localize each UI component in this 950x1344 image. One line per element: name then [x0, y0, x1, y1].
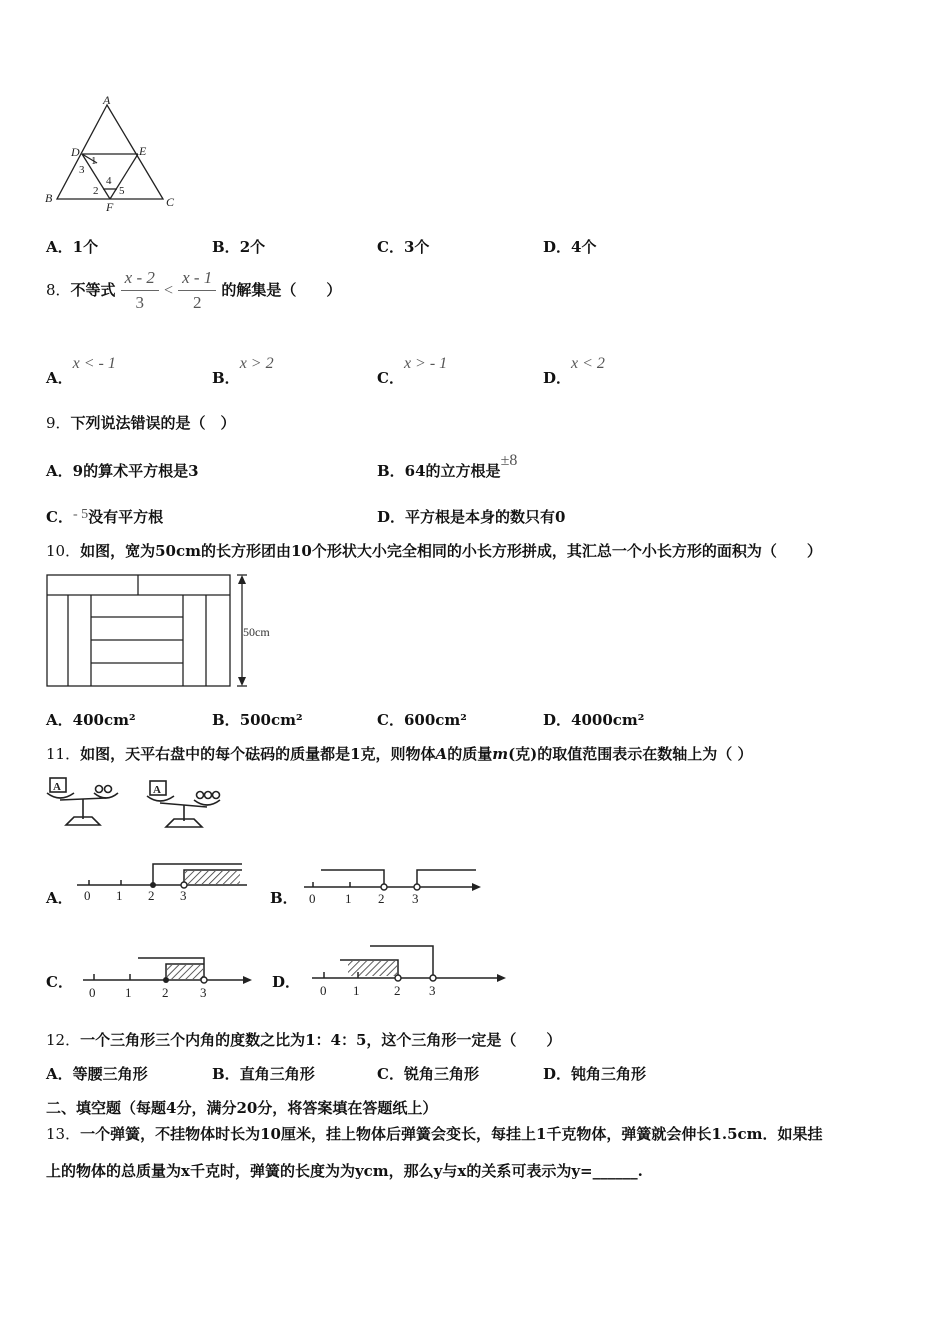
option-text: 4000cm² — [571, 711, 645, 729]
option-text: 锐角三角形 — [403, 1065, 479, 1083]
q11-stem — [46, 743, 753, 764]
question-number: 12． — [46, 1031, 81, 1049]
width-label: 50cm — [243, 625, 270, 639]
option-text: 4个 — [571, 238, 597, 256]
q8-suffix: 的解集是（ ） — [221, 281, 342, 299]
option-label: C． — [46, 508, 73, 526]
option-label: B． — [212, 711, 240, 729]
q8-prefix: 不等式 — [70, 281, 116, 299]
angle-5: 5 — [119, 185, 125, 197]
option-math: x < 2 — [571, 355, 605, 372]
label-C: C — [166, 195, 175, 209]
tick-0: 0 — [309, 891, 316, 906]
tick-2: 2 — [162, 985, 169, 1000]
option-label: D． — [543, 1065, 572, 1083]
label-A: A — [103, 95, 111, 107]
tick-1: 1 — [125, 985, 132, 1000]
balance-2-label: A — [153, 784, 161, 796]
option-text: 没有平方根 — [88, 508, 164, 526]
fraction-2-denominator: 2 — [192, 293, 202, 312]
question-number: 13． — [46, 1125, 81, 1143]
tick-0: 0 — [320, 983, 327, 998]
q12-option-d[interactable] — [543, 1063, 646, 1084]
q7-option-d[interactable] — [543, 236, 596, 257]
q12-stem-text: 一个三角形三个内角的度数之比为1：4：5，这个三角形一定是（ ） — [80, 1031, 562, 1049]
angle-2: 2 — [93, 185, 99, 197]
option-text: 500cm² — [239, 711, 303, 729]
fraction-2 — [178, 268, 216, 313]
option-text: 3个 — [403, 238, 430, 256]
option-label: A． — [46, 1065, 73, 1083]
option-label: B． — [212, 238, 240, 256]
option-text: B．64的立方根是 — [377, 462, 501, 480]
q11-option-b-label[interactable]: B． — [270, 889, 298, 907]
option-math: x < - 1 — [72, 355, 116, 372]
angle-3: 3 — [79, 164, 85, 176]
q8-option-c[interactable] — [377, 352, 448, 387]
tick-3: 3 — [180, 888, 187, 903]
less-than-sign: < — [163, 282, 173, 299]
question-number: 11． — [46, 745, 81, 763]
option-label: C． — [377, 1065, 404, 1083]
q11-stem-part: 的质量 — [447, 745, 493, 763]
q11-option-c-label[interactable]: C． — [46, 973, 73, 991]
option-label: D． — [543, 238, 572, 256]
tick-1: 1 — [353, 983, 360, 998]
tick-2: 2 — [148, 888, 155, 903]
tick-1: 1 — [345, 891, 352, 906]
q8-option-b[interactable] — [212, 352, 274, 387]
q10-stem-text: 如图，宽为50cm的长方形团由10个形状大小完全相同的小长方形拼成，其汇总一个小长方形的面积为（ ） — [80, 542, 822, 560]
option-math: ±8 — [500, 452, 518, 469]
q9-option-a[interactable]: A．9的算术平方根是3 — [46, 462, 199, 480]
q9-option-c[interactable] — [46, 506, 163, 527]
triangle-figure — [40, 95, 190, 215]
q11-stem-var-m: m — [492, 745, 509, 763]
label-F: F — [106, 200, 114, 214]
question-number: 8． — [46, 281, 71, 299]
q10-stem — [46, 540, 822, 561]
q13-text: 一个弹簧，不挂物体时长为10厘米，挂上物体后弹簧会变长，每挂上1千克物体，弹簧就会伸长1.5cm．如果挂 — [80, 1125, 823, 1143]
q8-stem — [46, 268, 341, 313]
q11-stem-var-a: A — [435, 745, 448, 763]
q11-stem-part: 如图，天平右盘中的每个砝码的质量都是1克，则物体 — [80, 745, 436, 763]
rectangle-figure — [44, 572, 284, 692]
label-B: B — [45, 191, 53, 205]
q10-option-a[interactable] — [46, 709, 136, 730]
q12-option-b[interactable] — [212, 1063, 315, 1084]
tick-3: 3 — [200, 985, 207, 1000]
angle-1: 1 — [91, 155, 97, 167]
option-text: 等腰三角形 — [72, 1065, 148, 1083]
option-text: 钝角三角形 — [571, 1065, 647, 1083]
option-text: 2个 — [239, 238, 266, 256]
q9-stem — [46, 412, 236, 433]
fraction-1-denominator: 3 — [135, 293, 145, 312]
tick-0: 0 — [89, 985, 96, 1000]
section-title: 二、填空题（每题4分，满分20分，将答案填在答题纸上） — [46, 1099, 438, 1117]
tick-2: 2 — [378, 891, 385, 906]
option-math: x > - 1 — [403, 355, 448, 372]
q8-option-d[interactable] — [543, 352, 605, 387]
fraction-1-numerator: x - 2 — [121, 268, 159, 291]
balance-1-label: A — [53, 781, 61, 793]
q9-stem-text: 下列说法错误的是（ ） — [70, 414, 236, 432]
tick-2: 2 — [394, 983, 401, 998]
q7-option-b[interactable] — [212, 236, 265, 257]
question-number: 10． — [46, 542, 81, 560]
q7-option-c[interactable] — [377, 236, 429, 257]
option-label: B． — [212, 369, 240, 387]
option-label: A． — [46, 711, 73, 729]
q9-option-d[interactable]: D．平方根是本身的数只有0 — [377, 508, 566, 526]
tick-3: 3 — [429, 983, 436, 998]
angle-4: 4 — [106, 175, 112, 187]
option-label: A． — [46, 369, 73, 387]
q10-option-c[interactable] — [377, 709, 467, 730]
option-text: 600cm² — [403, 711, 467, 729]
tick-1: 1 — [116, 888, 123, 903]
question-number: 9． — [46, 414, 71, 432]
number-line-a[interactable] — [72, 858, 252, 906]
q13-line-2: 上的物体的总质量为x千克时，弹簧的长度为为ycm，那么y与x的关系可表示为y=______. — [46, 1162, 643, 1180]
option-text: 400cm² — [72, 711, 136, 729]
option-text: 直角三角形 — [239, 1065, 315, 1083]
q10-option-d[interactable] — [543, 709, 644, 730]
number-line-c[interactable] — [78, 952, 258, 1002]
label-D: D — [71, 145, 80, 159]
option-label: A． — [46, 238, 73, 256]
fraction-2-numerator: x - 1 — [178, 268, 216, 291]
q8-option-a[interactable] — [46, 352, 116, 387]
option-label: C． — [377, 369, 404, 387]
q7-option-a[interactable] — [46, 236, 98, 257]
option-label: C． — [377, 238, 404, 256]
number-line-d[interactable] — [304, 938, 514, 1002]
number-line-b[interactable] — [296, 860, 486, 908]
q12-option-c[interactable] — [377, 1063, 479, 1084]
q10-option-b[interactable] — [212, 709, 303, 730]
tick-3: 3 — [412, 891, 419, 906]
option-label: C． — [377, 711, 404, 729]
q11-option-a-label[interactable]: A． — [46, 889, 73, 907]
q12-stem — [46, 1029, 561, 1050]
label-E: E — [139, 144, 147, 158]
option-math: - 5 — [72, 507, 89, 522]
option-math: x > 2 — [239, 355, 274, 372]
q11-stem-part: (克)的取值范围表示在数轴上为（ ） — [508, 745, 753, 763]
q12-option-a[interactable] — [46, 1063, 148, 1084]
fraction-1 — [121, 268, 159, 313]
q13-line-1 — [46, 1123, 823, 1144]
tick-0: 0 — [84, 888, 91, 903]
option-label: B． — [212, 1065, 240, 1083]
balance-figures — [44, 775, 234, 835]
q9-option-b[interactable] — [377, 449, 518, 480]
option-label: D． — [543, 711, 572, 729]
q11-option-d-label[interactable]: D． — [272, 973, 301, 991]
option-text: 1个 — [72, 238, 99, 256]
option-label: D． — [543, 369, 572, 387]
